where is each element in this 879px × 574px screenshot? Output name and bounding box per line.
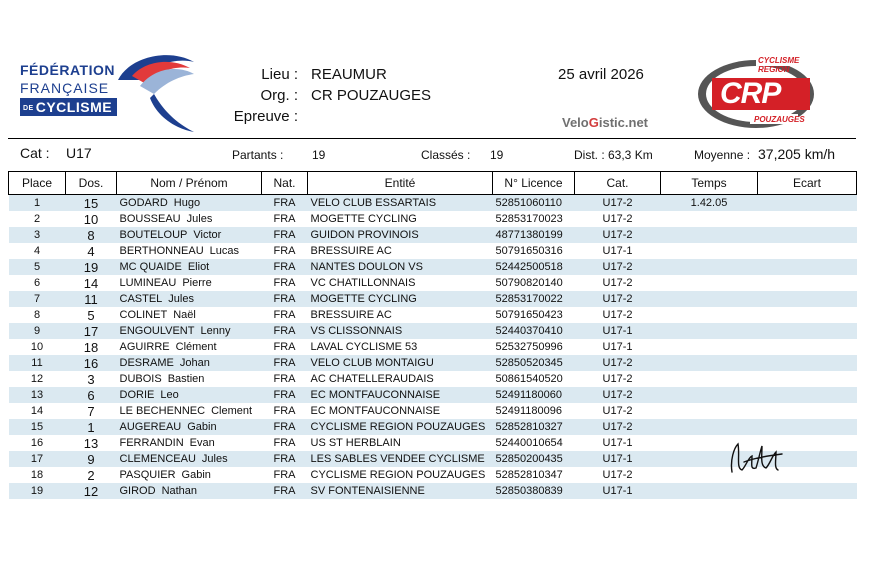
- cell-dos: 2: [87, 467, 95, 483]
- cell-entite: CYCLISME REGION POUZAUGES: [310, 469, 486, 481]
- rider-last-name: GODARD: [119, 197, 168, 209]
- cell-ecart: [758, 387, 857, 403]
- col-temps: Temps: [661, 172, 758, 195]
- cell-cat: U17-2: [602, 373, 633, 385]
- cell-nat: FRA: [262, 355, 308, 371]
- cat-label: Cat :: [20, 145, 50, 161]
- cell-entite: MOGETTE CYCLING: [310, 213, 417, 225]
- crp-bottom-text: POUZAUGES: [754, 115, 805, 124]
- rider-first-name: Pierre: [182, 277, 212, 289]
- cell-ecart: [758, 355, 857, 371]
- cell-temps: [661, 419, 758, 435]
- cell-name: [117, 227, 262, 243]
- rider-first-name: Gabin: [187, 421, 217, 433]
- cell-name: [117, 467, 262, 483]
- velo-g: G: [588, 115, 599, 130]
- cell-nat: FRA: [273, 341, 296, 353]
- cell-place: 9: [9, 323, 66, 339]
- rider-last-name: AGUIRRE: [119, 341, 170, 353]
- cell-entite: NANTES DOULON VS: [308, 259, 493, 275]
- cell-temps: [661, 483, 758, 499]
- cell-temps: [661, 307, 758, 323]
- cell-dos: 18: [83, 339, 99, 355]
- cell-place: 17: [9, 451, 66, 467]
- cell-entite: BRESSUIRE AC: [310, 309, 392, 321]
- summary-top-border: [8, 138, 856, 139]
- cell-ecart: [758, 291, 857, 307]
- epreuve-label: Epreuve :: [233, 108, 298, 125]
- cell-nat: FRA: [262, 227, 308, 243]
- table-header-row: [9, 172, 857, 195]
- cell-cat: U17-2: [575, 259, 661, 275]
- rider-first-name: Jules: [168, 293, 194, 305]
- rider-last-name: DUBOIS: [119, 373, 162, 385]
- cell-nat: FRA: [262, 451, 308, 467]
- rider-last-name: PASQUIER: [119, 469, 176, 481]
- cell-entite: SV FONTENAISIENNE: [308, 483, 493, 499]
- cell-licence: 52851060110: [493, 195, 575, 212]
- cell-cat: U17-2: [575, 227, 661, 243]
- cell-entite: VELO CLUB ESSARTAIS: [308, 195, 493, 212]
- table-row: [9, 259, 857, 275]
- cell-dos: 17: [66, 323, 117, 339]
- cell-licence: 52850380839: [493, 483, 575, 499]
- cell-temps: [661, 403, 758, 419]
- cell-nat: FRA: [262, 291, 308, 307]
- rider-first-name: Clément: [175, 341, 217, 353]
- table-row: [9, 243, 857, 259]
- table-row: [9, 371, 857, 387]
- rider-last-name: AUGEREAU: [119, 421, 182, 433]
- table-row: [9, 227, 857, 243]
- cell-name: [117, 387, 262, 403]
- cell-place: 5: [9, 259, 66, 275]
- cell-dos: 14: [83, 275, 99, 291]
- cell-place: 1: [9, 195, 66, 212]
- cell-name: [117, 403, 262, 419]
- cell-nat: FRA: [262, 195, 308, 212]
- table-row: [9, 291, 857, 307]
- cell-dos: 3: [87, 371, 95, 387]
- rider-first-name: Jules: [186, 213, 213, 225]
- rider-first-name: Naël: [173, 309, 196, 321]
- cell-cat: U17-2: [602, 213, 633, 225]
- cell-cat: U17-2: [602, 309, 633, 321]
- cell-temps: [661, 387, 758, 403]
- cell-entite: US ST HERBLAIN: [310, 437, 401, 449]
- cell-licence: 50791650423: [495, 309, 563, 321]
- cell-cat: U17-1: [575, 451, 661, 467]
- cell-temps: [661, 275, 758, 291]
- table-row: [9, 323, 857, 339]
- col-place: Place: [9, 172, 66, 195]
- cell-dos: 13: [83, 435, 99, 451]
- table-row: [9, 403, 857, 419]
- rider-last-name: CASTEL: [119, 293, 163, 305]
- cell-licence: 48771380199: [493, 227, 575, 243]
- cell-nat: FRA: [262, 259, 308, 275]
- cell-dos: 16: [66, 355, 117, 371]
- cell-temps: 1.42.05: [661, 195, 758, 212]
- rider-first-name: Jules: [201, 453, 228, 465]
- cell-ecart: [758, 371, 857, 387]
- crp-top-text: CYCLISME REGION: [758, 56, 800, 74]
- cell-place: 13: [9, 387, 66, 403]
- moyenne-label: Moyenne :: [694, 148, 751, 162]
- cell-entite: LAVAL CYCLISME 53: [310, 341, 418, 353]
- cell-entite: VELO CLUB MONTAIGU: [308, 355, 493, 371]
- table-row: [9, 355, 857, 371]
- rider-last-name: LE BECHENNEC: [119, 405, 206, 417]
- table-row: [9, 195, 857, 212]
- col-licence: N° Licence: [493, 172, 575, 195]
- org-value: CR POUZAUGES: [311, 87, 432, 104]
- cell-place: 3: [9, 227, 66, 243]
- cell-entite: VC CHATILLONNAIS: [310, 277, 416, 289]
- classes-label: Classés :: [421, 148, 471, 162]
- cell-temps: [661, 291, 758, 307]
- cell-cat: U17-2: [575, 355, 661, 371]
- cell-cat: U17-2: [575, 291, 661, 307]
- rider-last-name: ENGOULVENT: [119, 325, 195, 337]
- cell-place: 12: [30, 373, 44, 385]
- col-entite: Entité: [308, 172, 493, 195]
- partants-label: Partants :: [232, 148, 284, 162]
- cell-ecart: [758, 323, 857, 339]
- rider-last-name: FERRANDIN: [119, 437, 184, 449]
- cell-entite: EC MONTFAUCONNAISE: [310, 405, 441, 417]
- cell-nat: FRA: [273, 213, 296, 225]
- cell-name: [117, 307, 262, 323]
- col-cat: Cat.: [575, 172, 661, 195]
- cell-cat: U17-2: [575, 387, 661, 403]
- cell-dos: 12: [66, 483, 117, 499]
- cell-place: 18: [30, 469, 44, 481]
- cell-cat: U17-1: [602, 437, 633, 449]
- rider-first-name: Clement: [211, 405, 253, 417]
- rider-last-name: BOUTELOUP: [119, 229, 188, 241]
- rider-first-name: Evan: [189, 437, 215, 449]
- cell-dos: 9: [66, 451, 117, 467]
- ffc-swoosh-icon: [110, 50, 206, 134]
- cell-cat: U17-1: [602, 341, 633, 353]
- rider-first-name: Lucas: [209, 245, 240, 257]
- col-name: Nom / Prénom: [117, 172, 262, 195]
- cell-entite: AC CHATELLERAUDAIS: [310, 373, 434, 385]
- rider-last-name: COLINET: [119, 309, 168, 321]
- cell-cat: U17-2: [602, 469, 633, 481]
- rider-first-name: Lenny: [200, 325, 231, 337]
- cell-dos: 5: [87, 307, 95, 323]
- cell-licence: 52852810327: [493, 419, 575, 435]
- rider-last-name: DORIE: [119, 389, 155, 401]
- cell-place: 6: [33, 277, 41, 289]
- cell-entite: EC MONTFAUCONNAISE: [308, 387, 493, 403]
- cell-temps: [661, 211, 758, 227]
- cell-place: 11: [9, 355, 66, 371]
- ffc-line2: FRANÇAISE: [20, 80, 110, 96]
- cell-name: [117, 371, 262, 387]
- cell-cat: U17-2: [602, 405, 633, 417]
- rider-first-name: Eliot: [187, 261, 210, 273]
- cell-nat: FRA: [262, 419, 308, 435]
- cell-ecart: [758, 259, 857, 275]
- ffc-logo: [14, 50, 204, 130]
- cell-licence: 52853170022: [493, 291, 575, 307]
- cell-nat: FRA: [273, 437, 296, 449]
- cell-ecart: [758, 339, 857, 355]
- cell-name: [117, 259, 262, 275]
- rider-last-name: GIROD: [119, 485, 156, 497]
- cell-place: 2: [33, 213, 41, 225]
- cell-name: [117, 451, 262, 467]
- cell-licence: 52850520345: [493, 355, 575, 371]
- cell-licence: 50790820140: [495, 277, 563, 289]
- velogistic-brand: [562, 115, 648, 130]
- org-label: Org. :: [260, 87, 298, 104]
- table-row: [9, 275, 857, 291]
- classes-value: 19: [490, 148, 504, 162]
- rider-first-name: Leo: [160, 389, 179, 401]
- cell-temps: [661, 339, 758, 355]
- cell-ecart: [758, 195, 857, 212]
- cell-licence: 50861540520: [495, 373, 563, 385]
- cell-dos: 1: [66, 419, 117, 435]
- rider-first-name: Victor: [193, 229, 222, 241]
- cell-place: 7: [9, 291, 66, 307]
- col-ecart: Ecart: [758, 172, 857, 195]
- cell-licence: 52852810347: [495, 469, 563, 481]
- cell-place: 16: [30, 437, 44, 449]
- cell-licence: 52440370410: [493, 323, 575, 339]
- cell-name: [117, 435, 262, 451]
- cell-name: [117, 243, 262, 259]
- cell-cat: U17-1: [575, 483, 661, 499]
- rider-last-name: BERTHONNEAU: [119, 245, 204, 257]
- cell-place: 10: [30, 341, 44, 353]
- cell-dos: 11: [66, 291, 117, 307]
- table-row: [9, 307, 857, 323]
- cell-ecart: [758, 483, 857, 499]
- cell-place: 15: [9, 419, 66, 435]
- cell-cat: U17-1: [602, 245, 633, 257]
- cell-cat: U17-2: [602, 277, 633, 289]
- cell-licence: 52532750996: [495, 341, 563, 353]
- cell-place: 19: [9, 483, 66, 499]
- cell-nat: FRA: [273, 245, 296, 257]
- cell-temps: [661, 259, 758, 275]
- rider-first-name: Johan: [179, 357, 210, 369]
- cell-dos: 8: [66, 227, 117, 243]
- ffc-line3: [20, 98, 117, 116]
- col-dos: Dos.: [66, 172, 117, 195]
- cell-name: [117, 275, 262, 291]
- rider-last-name: DESRAME: [119, 357, 174, 369]
- rider-last-name: MC QUAIDE: [119, 261, 182, 273]
- crp-letters: CRP: [720, 77, 781, 110]
- distance: Dist. : 63,3 Km: [574, 148, 653, 162]
- cell-dos: 6: [66, 387, 117, 403]
- rider-first-name: Gabin: [181, 469, 211, 481]
- ffc-line3-prefix: DE: [23, 104, 34, 112]
- cell-nat: FRA: [262, 323, 308, 339]
- cell-licence: 52850200435: [493, 451, 575, 467]
- cell-ecart: [758, 211, 857, 227]
- cell-temps: [661, 243, 758, 259]
- table-row: [9, 211, 857, 227]
- cell-cat: U17-1: [575, 323, 661, 339]
- lieu-label: Lieu :: [261, 66, 298, 83]
- cell-name: [117, 355, 262, 371]
- table-row: [9, 419, 857, 435]
- cell-nat: FRA: [273, 277, 296, 289]
- velo-a: Velo: [562, 115, 589, 130]
- rider-first-name: Nathan: [161, 485, 198, 497]
- cell-licence: 50791650316: [495, 245, 563, 257]
- cell-dos: 4: [87, 243, 95, 259]
- cell-temps: [661, 371, 758, 387]
- cell-entite: MOGETTE CYCLING: [308, 291, 493, 307]
- rider-last-name: CLEMENCEAU: [119, 453, 196, 465]
- rider-first-name: Hugo: [173, 197, 201, 209]
- ffc-line3-main: CYCLISME: [35, 99, 113, 115]
- cell-name: [117, 195, 262, 212]
- event-date: 25 avril 2026: [558, 66, 644, 83]
- cell-entite: VS CLISSONNAIS: [308, 323, 493, 339]
- cell-temps: [661, 323, 758, 339]
- cell-dos: 19: [66, 259, 117, 275]
- col-nat: Nat.: [262, 172, 308, 195]
- cell-name: [117, 323, 262, 339]
- signature-mark: [726, 438, 786, 478]
- rider-first-name: Bastien: [167, 373, 205, 385]
- cell-licence: 52853170023: [495, 213, 563, 225]
- crp-logo: [694, 52, 830, 130]
- cell-nat: FRA: [262, 387, 308, 403]
- cell-licence: 52491180096: [495, 405, 562, 417]
- cell-nat: FRA: [273, 309, 296, 321]
- cell-ecart: [758, 275, 857, 291]
- cell-ecart: [758, 403, 857, 419]
- cell-dos: 15: [66, 195, 117, 212]
- cell-cat: U17-2: [575, 419, 661, 435]
- table-row: [9, 387, 857, 403]
- cell-nat: FRA: [262, 483, 308, 499]
- cell-entite: GUIDON PROVINOIS: [308, 227, 493, 243]
- cat-value: U17: [66, 145, 92, 161]
- table-row: [9, 483, 857, 499]
- cell-ecart: [758, 243, 857, 259]
- moyenne-value: 37,205 km/h: [758, 146, 836, 162]
- cell-entite: CYCLISME REGION POUZAUGES: [308, 419, 493, 435]
- cell-entite: BRESSUIRE AC: [310, 245, 392, 257]
- velo-b: istic.net: [598, 115, 648, 130]
- cell-cat: U17-2: [575, 195, 661, 212]
- table-row: [9, 339, 857, 355]
- cell-ecart: [758, 307, 857, 323]
- cell-dos: 10: [83, 211, 99, 227]
- cell-place: 8: [33, 309, 41, 321]
- cell-ecart: [758, 419, 857, 435]
- cell-temps: [661, 355, 758, 371]
- cell-place: 14: [30, 405, 44, 417]
- cell-temps: [661, 227, 758, 243]
- cell-nat: FRA: [273, 373, 296, 385]
- rider-last-name: LUMINEAU: [119, 277, 177, 289]
- cell-licence: 52491180060: [493, 387, 575, 403]
- cell-name: [117, 419, 262, 435]
- ffc-line1: FÉDÉRATION: [20, 62, 115, 78]
- rider-last-name: BOUSSEAU: [119, 213, 181, 225]
- cell-nat: FRA: [273, 405, 296, 417]
- cell-ecart: [758, 227, 857, 243]
- cell-licence: 52440010654: [495, 437, 563, 449]
- cell-dos: 7: [87, 403, 95, 419]
- cell-name: [117, 211, 262, 227]
- partants-value: 19: [312, 148, 326, 162]
- lieu-value: REAUMUR: [311, 66, 387, 83]
- cell-name: [117, 339, 262, 355]
- cell-place: 4: [33, 245, 41, 257]
- cell-name: [117, 483, 262, 499]
- cell-nat: FRA: [273, 469, 296, 481]
- cell-licence: 52442500518: [493, 259, 575, 275]
- cell-name: [117, 291, 262, 307]
- cell-entite: LES SABLES VENDEE CYCLISME: [308, 451, 493, 467]
